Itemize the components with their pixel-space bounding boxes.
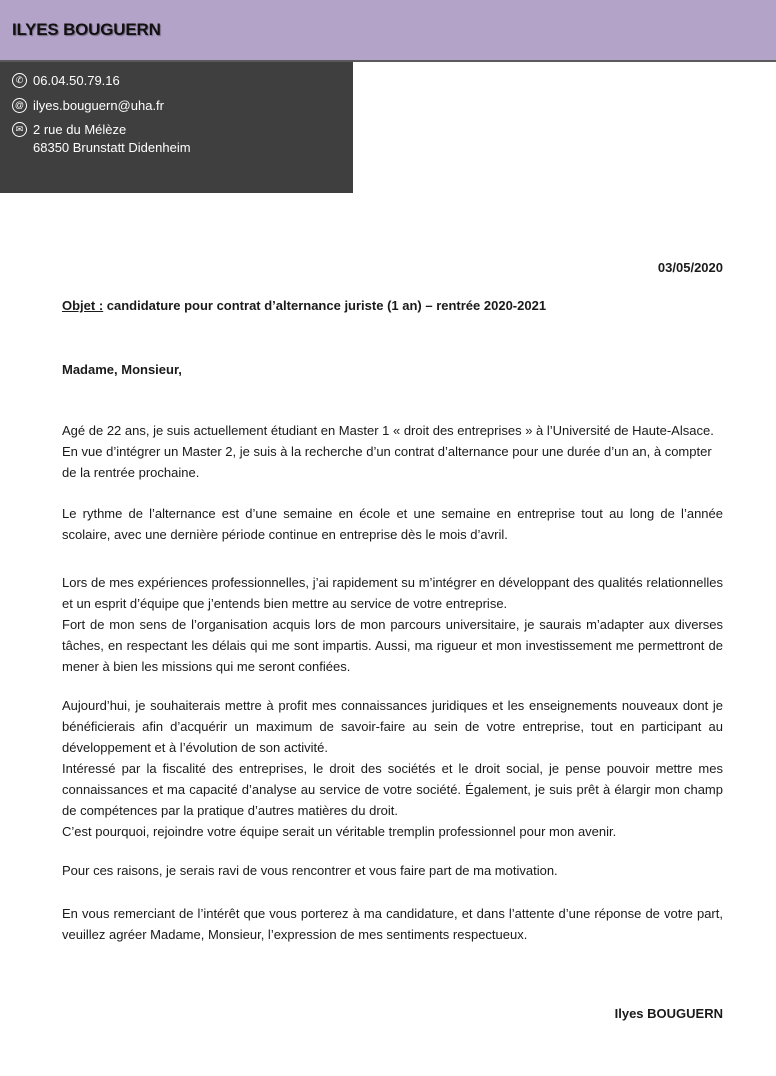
paragraph-3 xyxy=(62,572,723,677)
signature: Ilyes BOUGUERN xyxy=(614,1006,723,1021)
subject-text: candidature pour contrat d’alternance juriste (1 an) – rentrée 2020-2021 xyxy=(103,298,547,313)
paragraph-1 xyxy=(62,420,723,483)
paragraph-1-line-2: En vue d’intégrer un Master 2, je suis à la recherche d’un contrat d’alternance pour une durée d’un an, à compter de la rentrée prochaine. xyxy=(62,444,712,480)
paragraph-2: Le rythme de l’alternance est d’une semaine en école et une semaine en entreprise tout au long de l’année scolaire, avec une dernière période continue en entreprise dès le mois d’avril. xyxy=(62,506,723,542)
subject-label: Objet : xyxy=(62,298,104,313)
paragraph-4 xyxy=(62,695,723,842)
contact-phone-row xyxy=(12,72,120,90)
contact-address-row xyxy=(12,121,191,157)
letter-date: 03/05/2020 xyxy=(657,260,723,275)
contact-address-line1: 2 rue du Mélèze xyxy=(33,122,127,137)
contact-phone: 06.04.50.79.16 xyxy=(33,73,120,88)
contact-email-row xyxy=(12,97,164,115)
paragraph-5: Pour ces raisons, je serais ravi de vous rencontrer et vous faire part de ma motivation. xyxy=(62,863,558,878)
contact-email: ilyes.bouguern@uha.fr xyxy=(33,98,164,113)
paragraph-3-line-1: Lors de mes expériences professionnelles, j’ai rapidement su m’intégrer en développant des qualités relationnelles et un esprit d’équipe que j’entends bien mettre au service de votre entreprise. xyxy=(62,575,723,611)
paragraph-4-line-2: Intéressé par la fiscalité des entreprises, le droit des sociétés et le droit social, je pense pouvoir mettre mes connaissances et ma capacité d’analyse au service de votre société. Également, je suis prêt à élargir mon champ de compétences par la pratique d’autres matières du droit. xyxy=(62,761,723,818)
author-name: ILYES BOUGUERN xyxy=(12,20,161,39)
letter-subject xyxy=(62,298,546,313)
paragraph-4-line-3: C’est pourquoi, rejoindre votre équipe serait un véritable tremplin professionnel pour mon avenir. xyxy=(62,824,617,839)
paragraph-3-line-2: Fort de mon sens de l’organisation acquis lors de mon parcours universitaire, je saurais m’adapter aux diverses tâches, en respectant les délais qui me sont impartis. Aussi, ma rigueur et mon investissement me permettront de mener à bien les missions qui me seront confiées. xyxy=(62,617,723,674)
phone-icon: ✆ xyxy=(12,73,27,88)
at-sign-icon: @ xyxy=(12,98,27,113)
contact-box xyxy=(0,62,353,193)
contact-address-line2: 68350 Brunstatt Didenheim xyxy=(33,140,191,155)
paragraph-1-line-1: Agé de 22 ans, je suis actuellement étudiant en Master 1 « droit des entreprises » à l’Université de Haute-Alsace. xyxy=(62,423,714,438)
paragraph-6: En vous remerciant de l’intérêt que vous porterez à ma candidature, et dans l’attente d’une réponse de votre part, veuillez agréer Madame, Monsieur, l’expression de mes sentiments respectueux. xyxy=(62,906,723,942)
paragraph-4-line-1: Aujourd’hui, je souhaiterais mettre à profit mes connaissances juridiques et les enseignements nouveaux dont je bénéficierais afin d’acquérir un maximum de savoir-faire au sein de votre entreprise, tout en participant au développement et à l’évolution de son activité. xyxy=(62,698,723,755)
salutation: Madame, Monsieur, xyxy=(62,362,182,377)
envelope-icon: ✉ xyxy=(12,122,27,137)
